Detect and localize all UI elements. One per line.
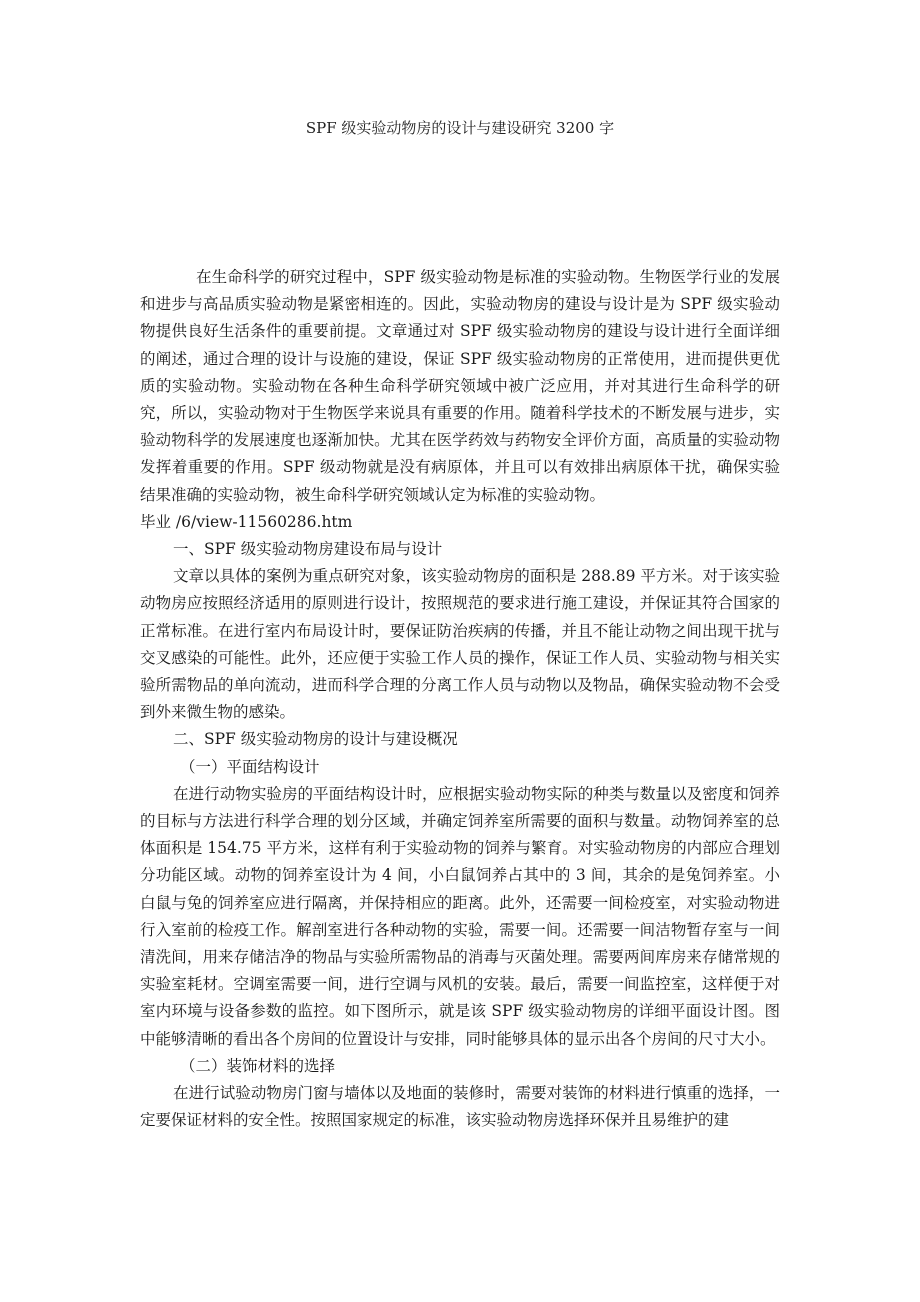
subsection-heading-1: （一）平面结构设计	[180, 757, 320, 776]
section-heading-1: 一、SPF 级实验动物房建设布局与设计	[173, 540, 443, 559]
paragraph-subsection-1: 在进行动物实验房的平面结构设计时，应根据实验动物实际的种类与数量以及密度和饲养的目标与方法进行科学合理的划分区域，并确定饲养室所需要的面积与数量。动物饲养室的总体面积是 154.75 平方米，这样有利于实验动物的饲养与繁育。对实验动物房的内部应合理划分功能区域。动物的饲养室设计为 4 间，小白鼠饲养占其中的 3 间，其余的是兔饲养室。小白鼠与兔的饲养室应进行隔离，并保持相应的距离。此外，还需要一间检疫室，对实验动物进行入室前的检疫工作。解剖室进行各种动物的实验，需要一间。还需要一间洁物暂存室与一间清洗间，用来存储洁净的物品与实验所需物品的消毒与灭菌处理。需要两间库房来存储常规的实验室耗材。空调室需要一间，进行空调与风机的安装。最后，需要一间监控室，这样便于对室内环境与设备参数的监控。如下图所示，就是该 SPF 级实验动物房的详细平面设计图。图中能够清晰的看出各个房间的位置设计与安排，同时能够具体的显示出各个房间的尺寸大小。	[140, 784, 780, 1048]
paragraph-intro: 在生命科学的研究过程中，SPF 级实验动物是标准的实验动物。生物医学行业的发展和进步与高品质实验动物是紧密相连的。因此，实验动物房的建设与设计是为 SPF 级实验动物提供良好生活条件的重要前提。文章通过对 SPF 级实验动物房的建设与设计进行全面详细的阐述，通过合理的设计与设施的建设，保证 SPF 级实验动物房的正常使用，进而提供更优质的实验动物。实验动物在各种生命科学研究领域中被广泛应用，并对其进行生命科学的研究，所以，实验动物对于生物医学来说具有重要的作用。随着科学技术的不断发展与进步，实验动物科学的发展速度也逐渐加快。尤其在医学药效与药物安全评价方面，高质量的实验动物发挥着重要的作用。SPF 级动物就是没有病原体，并且可以有效排出病原体干扰，确保实验结果准确的实验动物，被生命科学研究领域认定为标准的实验动物。	[140, 268, 780, 504]
document-title: SPF 级实验动物房的设计与建设研究 3200 字	[305, 119, 615, 137]
section-heading-2: 二、SPF 级实验动物房的设计与建设概况	[173, 730, 458, 749]
paragraph-link-line: 毕业 /6/view-11560286.htm	[140, 512, 353, 531]
subsection-heading-2: （二）装饰材料的选择	[180, 1056, 336, 1075]
document-body	[140, 264, 780, 1135]
paragraph-section-1: 文章以具体的案例为重点研究对象，该实验动物房的面积是 288.89 平方米。对于该实验动物房应按照经济适用的原则进行设计，按照规范的要求进行施工建设，并保证其符合国家的正常标准。在进行室内布局设计时，要保证防治疾病的传播，并且不能让动物之间出现干扰与交叉感染的可能性。此外，还应便于实验工作人员的操作，保证工作人员、实验动物与相关实验所需物品的单向流动，进而科学合理的分离工作人员与动物以及物品，确保实验动物不会受到外来微生物的感染。	[140, 567, 780, 722]
paragraph-subsection-2: 在进行试验动物房门窗与墙体以及地面的装修时，需要对装饰的材料进行慎重的选择，一定要保证材料的安全性。按照国家规定的标准，该实验动物房选择环保并且易维护的建	[140, 1084, 780, 1130]
